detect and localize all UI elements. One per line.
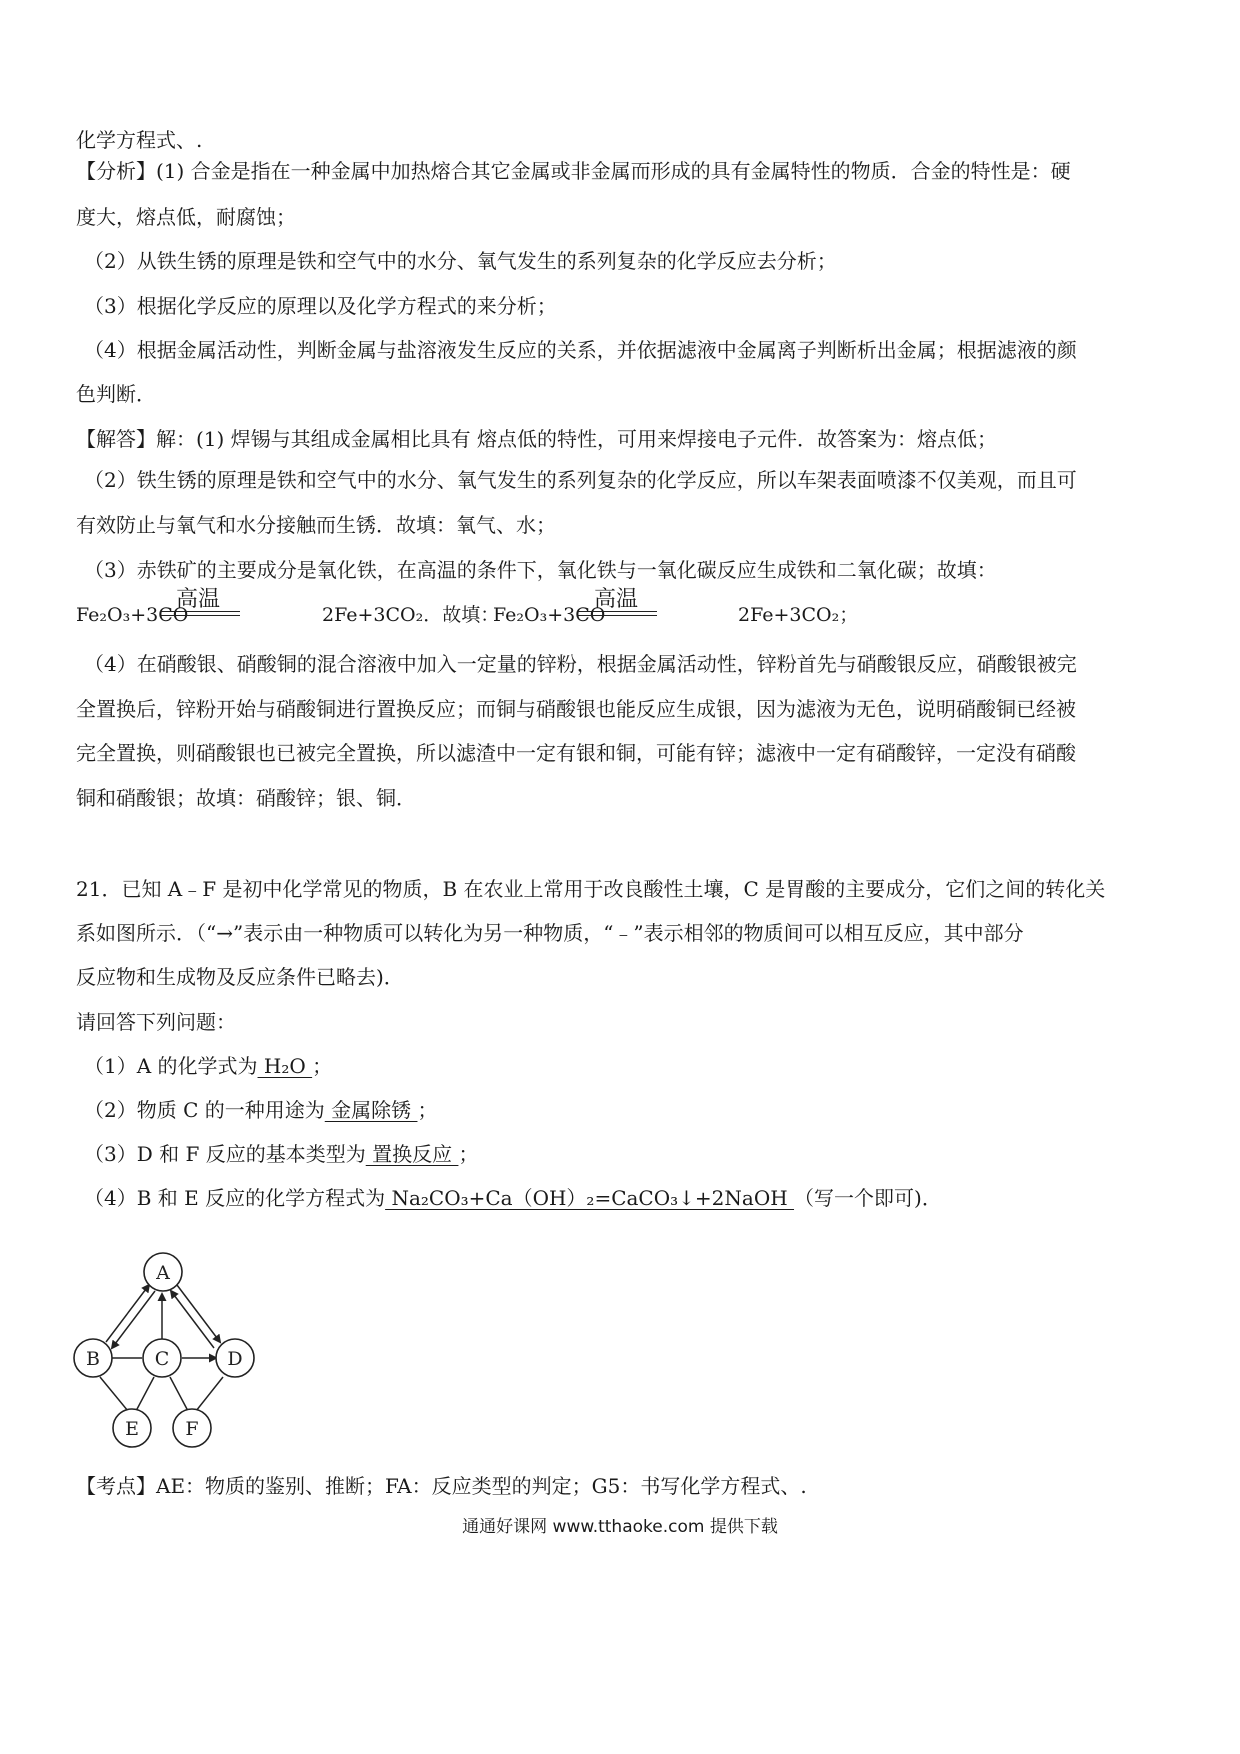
answer-2-prefix: （2）物质 C 的一种用途为 [84,1098,325,1122]
equation-bar-2 [577,611,657,612]
answer-2-suffix: ； [417,1098,438,1122]
node-d-label: D [227,1348,243,1370]
text-line: 度大，熔点低，耐腐蚀； [76,205,296,229]
text-line: 完全置换，则硝酸银也已被完全置换，所以滤渣中一定有银和铜，可能有锌；滤液中一定有硝酸锌，一定没有硝酸 [76,741,1076,765]
answer-3-suffix: ； [458,1142,479,1166]
answer-1-prefix: （1）A 的化学式为 [84,1054,258,1078]
answer-heading-line: 【解答】解：(1) 焊锡与其组成金属相比具有 熔点低的特性，可用来焊接电子元件．故答案为：熔点低； [76,427,998,451]
answer-1-value: H₂O [257,1054,313,1078]
answer-3-prefix: （3）D 和 F 反应的基本类型为 [84,1142,366,1166]
answer-3-value: 置换反应 [365,1142,459,1166]
node-b-label: B [86,1348,100,1370]
equation-bar-1 [160,611,240,612]
answer-4-value: Na₂CO₃+Ca（OH）₂=CaCO₃↓+2NaOH [385,1186,795,1210]
arrow-d-to-a [171,1291,214,1348]
node-c-label: C [154,1348,170,1370]
relationship-diagram [60,1240,290,1455]
text-line: 请回答下列问题： [76,1010,236,1034]
answer-3 [84,1140,1168,1168]
equation-bar-2b [577,615,657,616]
answer-4 [84,1184,1168,1212]
kaodian-line: 【考点】AE：物质的鉴别、推断；FA：反应类型的判定；G5：书写化学方程式、. [76,1474,807,1498]
answer-2 [84,1096,1168,1124]
text-line: （2）铁生锈的原理是铁和空气中的水分、氧气发生的系列复杂的化学反应，所以车架表面喷漆不仅美观，而且可 [84,468,1077,492]
analysis-heading-line: 【分析】(1) 合金是指在一种金属中加热熔合其它金属或非金属而形成的具有金属特性的物质．合金的特性是：硬 [76,159,1071,183]
link-d-f [196,1377,223,1411]
text-line: （3）根据化学反应的原理以及化学方程式的来分析； [84,294,557,318]
answer-4-prefix: （4）B 和 E 反应的化学方程式为 [84,1186,386,1210]
equation-left-1: Fe₂O₃+3CO [76,604,189,626]
text-line: 系如图所示．（“→”表示由一种物质可以转化为另一种物质，“﹣”表示相邻的物质间可以相互反应，其中部分 [76,921,1024,945]
text-line: 全置换后，锌粉开始与硝酸铜进行置换反应；而铜与硝酸银也能反应生成银，因为滤液为无色，说明硝酸铜已经被 [76,697,1076,721]
text-line: 色判断． [76,382,156,406]
arrow-b-to-a [106,1285,149,1342]
answer-2-value: 金属除锈 [324,1098,418,1122]
text-line: 反应物和生成物及反应条件已略去)． [76,965,404,989]
equation-left-2: Fe₂O₃+3CO [493,604,606,626]
link-c-f [170,1377,188,1411]
condition-label-1: 高温 [176,587,221,612]
page-footer: 通通好课网 www.tthaoke.com 提供下载 [462,1517,778,1537]
condition-label-2: 高温 [594,587,639,612]
node-e-label: E [125,1418,139,1440]
text-line: 铜和硝酸银；故填：硝酸锌；银、铜． [76,786,416,810]
text-line: 有效防止与氧气和水分接触而生锈．故填：氧气、水； [76,513,556,537]
link-b-e [100,1377,128,1411]
link-c-e [136,1377,154,1411]
arrow-a-to-b [112,1291,155,1348]
node-a-label: A [156,1262,170,1284]
node-f-label: F [185,1418,199,1440]
arrow-a-to-d [177,1285,220,1342]
text-line: （3）赤铁矿的主要成分是氧化铁，在高温的条件下，氧化铁与一氧化碳反应生成铁和二氧化碳；故填： [84,558,997,582]
answer-4-suffix: （写一个即可)． [794,1186,942,1210]
text-line: 化学方程式、. [76,128,203,152]
answer-1-suffix: ； [312,1054,333,1078]
text-line: （4）在硝酸银、硝酸铜的混合溶液中加入一定量的锌粉，根据金属活动性，锌粉首先与硝酸银反应，硝酸银被完 [84,652,1077,676]
answer-1 [84,1052,1168,1080]
equation-bar-1b [160,615,240,616]
equation-right-1: 2Fe+3CO₂．故填： [322,604,500,626]
equation-right-2: 2Fe+3CO₂； [738,604,859,626]
text-line: （2）从铁生锈的原理是铁和空气中的水分、氧气发生的系列复杂的化学反应去分析； [84,249,837,273]
question-21-line: 21．已知 A﹣F 是初中化学常见的物质，B 在农业上常用于改良酸性土壤，C 是胃酸的主要成分，它们之间的转化关 [76,877,1106,901]
text-line: （4）根据金属活动性，判断金属与盐溶液发生反应的关系，并依据滤液中金属离子判断析出金属；根据滤液的颜 [84,338,1077,362]
